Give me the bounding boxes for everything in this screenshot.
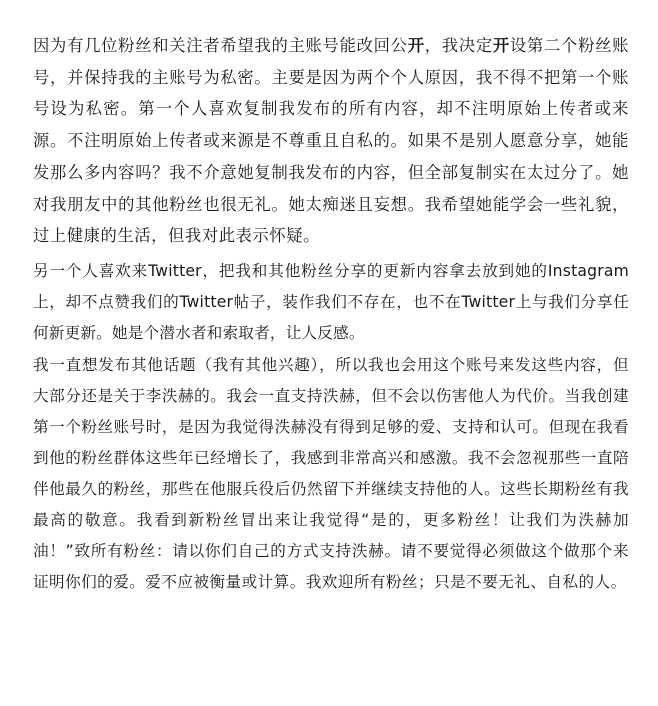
paragraph-1-text: ，我决定 — [424, 36, 493, 55]
paragraph-3 — [33, 350, 629, 598]
paragraph-2-text: 另一个人喜欢来Twitter，把我和其他粉丝分享的更新内容拿去放到她的Instagram上，却不点赞我们的Twitter帖子，装作我们不存在，也不在Twitter上与我们分享任何新更新。她是个潜水者和索取者，让人反感。 — [33, 261, 629, 342]
paragraph-1-text: 因为有几位粉丝和关注者希望我的主账号能改回公 — [33, 36, 408, 55]
paragraph-1-text: 设第二个粉丝账号，并保持我的主账号为私密。主要是因为两个个人原因，我不得不把第一个账号设为私密。第一个人喜欢复制我发布的所有内容，却不注明原始上传者或来源。不注明原始上传者或来源是不尊重且自私的。如果不是别人愿意分享，她能发那么多内容吗？我不介意她复制我发布的内容，但全部复制实在太过分了。她对我朋友中的其他粉丝也很无礼。她太痴迷且妄想。我希望她能学会一些礼貌，过上健康的生活，但我对此表示怀疑。 — [33, 36, 630, 246]
paragraph-1-bold-text: 开 — [407, 36, 425, 55]
paragraph-1-bold-text: 开 — [492, 36, 510, 55]
paragraph-1 — [33, 30, 629, 252]
paragraph-3-text: 我一直想发布其他话题（我有其他兴趣），所以我也会用这个账号来发这些内容，但大部分还是关于李泆赫的。我会一直支持泆赫，但不会以伤害他人为代价。当我创建第一个粉丝账号时，是因为我觉得泆赫没有得到足够的爱、支持和认可。但现在我看到他的粉丝群体这些年已经增长了，我感到非常高兴和感激。我不会忽视那些一直陪伴他最久的粉丝，那些在他服兵役后仍然留下并继续支持他的人。这些长期粉丝有我最高的敬意。我看到新粉丝冒出来让我觉得“是的，更多粉丝！让我们为泆赫加油！”致所有粉丝：请以你们自己的方式支持泆赫。请不要觉得必须做这个做那个来证明你们的爱。爱不应被衡量或计算。我欢迎所有粉丝；只是不要无礼、自私的人。 — [33, 355, 629, 591]
paragraph-2 — [33, 256, 629, 349]
document-body — [33, 30, 629, 598]
